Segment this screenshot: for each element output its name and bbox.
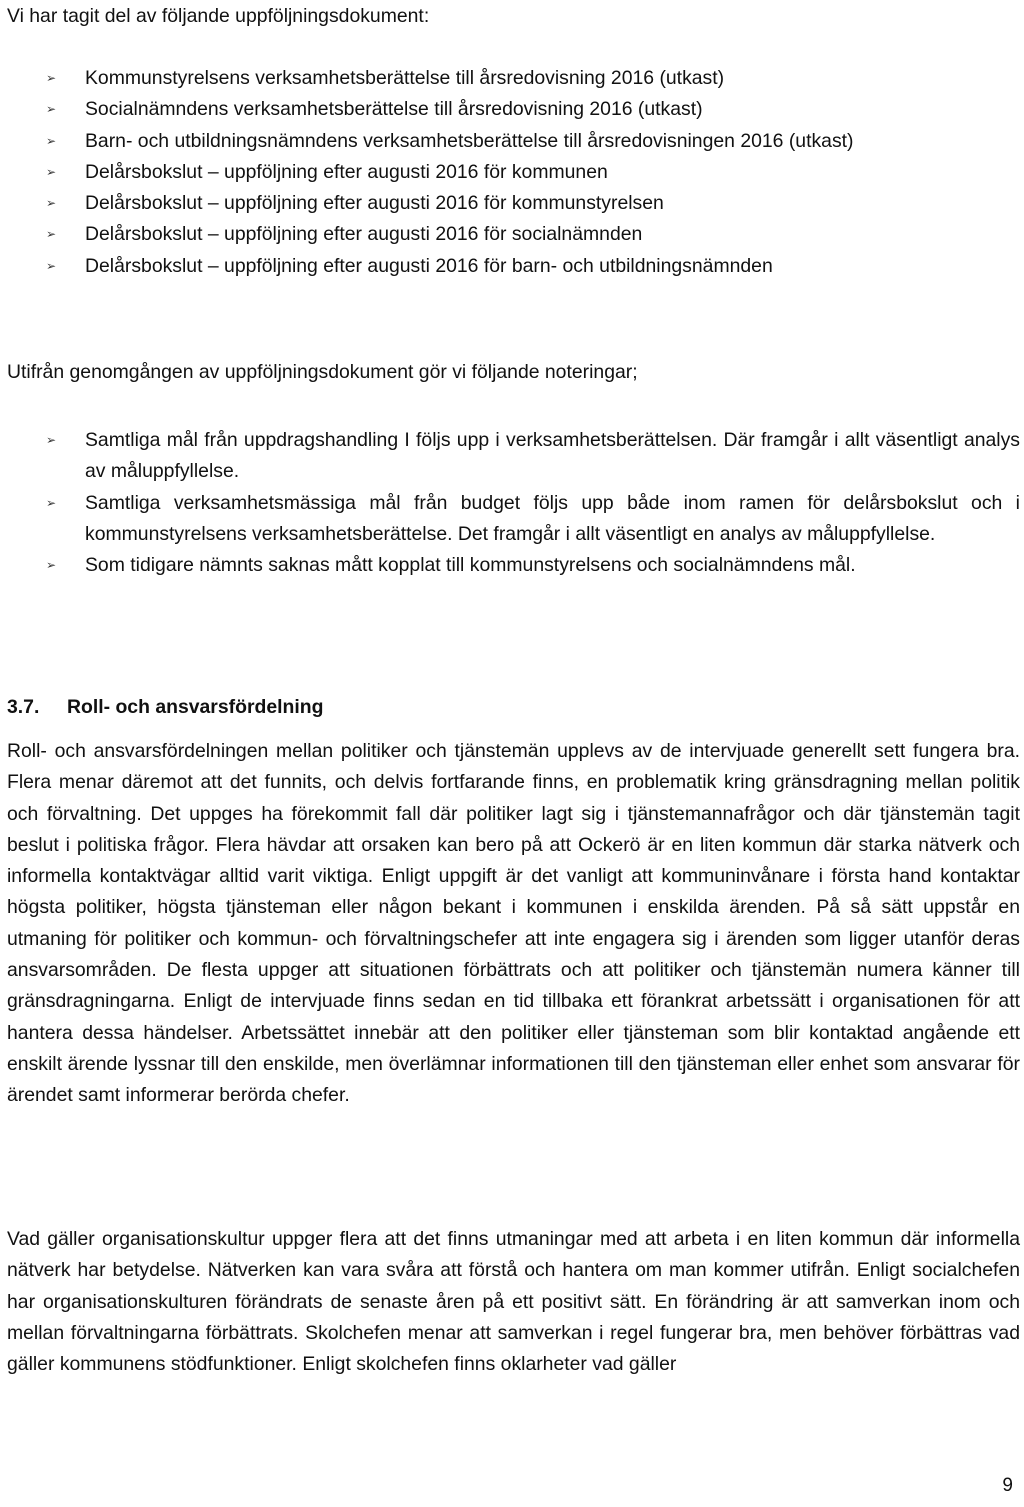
body-paragraph: Vad gäller organisationskultur uppger flera att det finns utmaningar med att arbeta i en liten kommun där informella nätverk har betydelse. Nätverken kan vara svåra att förstå och hantera om man kommer utifrån. Enligt socialchefen har organisationskulturen förändrats de senaste åren på ett positivt sätt. En förändring är att samverkan inom och mellan förvaltningarna förbättrats. Skolchefen menar att samverkan i regel fungerar bra, men behöver förbättras vad gäller kommunens stödfunktioner. Enligt skolchefen finns oklarheter vad gäller [7, 1228, 1020, 1376]
list-item-text: Delårsbokslut – uppföljning efter augusti 2016 för socialnämnden [85, 223, 643, 246]
list-item [0, 157, 1024, 188]
arrow-bullet-icon: ➢ [46, 495, 57, 510]
list-item [0, 425, 1024, 488]
document-list [0, 63, 1024, 282]
list-item-text: Samtliga mål från uppdragshandling I följs upp i verksamhetsberättelsen. Där framgår i allt väsentligt analys av måluppfyllelse. [85, 429, 1020, 483]
list-item [0, 94, 1024, 125]
list-item-text: Som tidigare nämnts saknas mått kopplat till kommunstyrelsens och socialnämndens mål. [85, 554, 856, 577]
list-item-text: Barn- och utbildningsnämndens verksamhetsberättelse till årsredovisningen 2016 (utkast) [85, 129, 854, 152]
arrow-bullet-icon: ➢ [46, 258, 57, 273]
list-item [0, 126, 1024, 157]
arrow-bullet-icon: ➢ [46, 433, 57, 447]
section-heading [7, 692, 323, 723]
list-item-text: Delårsbokslut – uppföljning efter augusti 2016 för kommunen [85, 160, 608, 183]
body-paragraph: Roll- och ansvarsfördelningen mellan politiker och tjänstemän upplevs av de intervjuade generellt sett fungera bra. Flera menar däremot att det funnits, och delvis fortfarande finns, en problematik kring gränsdragning mellan politik och förvaltning. Det uppges ha förekommit fall där politiker lagt sig i tjänstemannafrågor och där tjänstemän tagit beslut i politiska frågor. Flera hävdar att orsaken kan bero på att Ockerö är en liten kommun där starka nätverk och informella kontaktvägar alltid varit viktiga. Enligt uppgift är det vanligt att kommuninvånare i första hand kontaktar högsta politiker, högsta tjänsteman eller någon bekant i kommunen i enskilda ärenden. På så sätt uppstår en utmaning för politiker och kommun- och förvaltningschefer att inte engagera sig i ärenden som ligger utanför deras ansvarsområden. De flesta uppger att situationen förbättrats och att politiker och tjänstemän numera känner till gränsdragningarna. Enligt de intervjuade finns sedan en tid tillbaka ett förankrat arbetssätt i organisationen för att hantera dessa händelser. Arbetssättet innebär att den politiker eller tjänsteman som blir kontaktad angående ett enskilt ärende lyssnar till den enskilde, men överlämnar informationen till den tjänsteman eller enhet som ansvarar för ärendet samt informerar berörda chefer. [7, 740, 1020, 1107]
page-number: 9 [1002, 1475, 1013, 1496]
arrow-bullet-icon: ➢ [46, 102, 57, 117]
intro-text: Vi har tagit del av följande uppföljningsdokument: [7, 5, 430, 27]
list-item-text: Kommunstyrelsens verksamhetsberättelse till årsredovisning 2016 (utkast) [85, 67, 725, 89]
list-item-text: Socialnämndens verksamhetsberättelse till årsredovisning 2016 (utkast) [85, 98, 703, 121]
notes-list [0, 425, 1024, 581]
list-item-text: Delårsbokslut – uppföljning efter augusti 2016 för kommunstyrelsen [85, 192, 664, 215]
list-item [0, 488, 1024, 551]
arrow-bullet-icon: ➢ [46, 71, 57, 85]
list-item-text: Delårsbokslut – uppföljning efter augusti 2016 för barn- och utbildningsnämnden [85, 254, 773, 277]
list-item [0, 188, 1024, 219]
section-number: 3.7. [7, 696, 40, 718]
arrow-bullet-icon: ➢ [46, 227, 57, 242]
arrow-bullet-icon: ➢ [46, 196, 57, 211]
list-item [0, 550, 1024, 581]
list-item [0, 63, 1024, 94]
arrow-bullet-icon: ➢ [46, 558, 57, 573]
notes-lead-text: Utifrån genomgången av uppföljningsdokument gör vi följande noteringar; [7, 361, 638, 383]
list-item [0, 251, 1024, 282]
list-item [0, 219, 1024, 250]
arrow-bullet-icon: ➢ [46, 164, 57, 179]
list-item-text: Samtliga verksamhetsmässiga mål från budget följs upp både inom ramen för delårsbokslut och i kommunstyrelsens verksamhetsberättelse. Det framgår i allt väsentligt en analys av måluppfyllelse. [85, 491, 1020, 545]
arrow-bullet-icon: ➢ [46, 133, 57, 148]
section-title: Roll- och ansvarsfördelning [67, 696, 324, 718]
